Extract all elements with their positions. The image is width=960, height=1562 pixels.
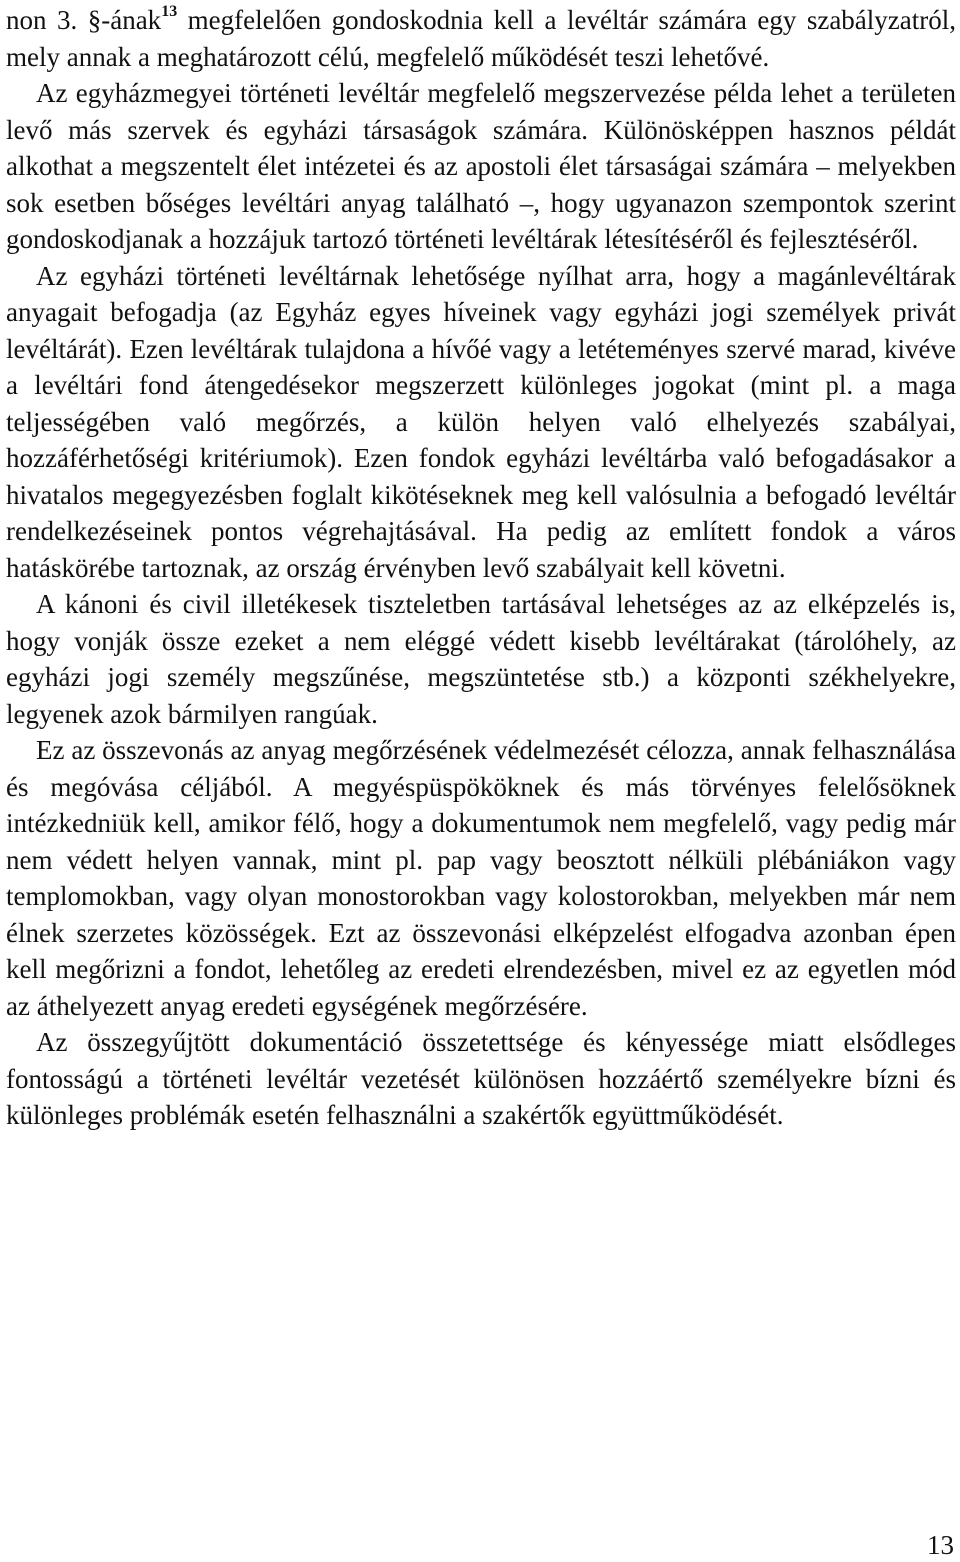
paragraph-diocesan-archive: Az egyházmegyei történeti levéltár megfelelő megszervezése példa lehet a területen levő más szervek és egyházi társaságok számára. Különösképpen hasznos példát alkothat a megszentelt élet intézetei és az apostoli élet társaságai számára – melyekben sok esetben bőséges levéltári anyag található –, hogy ugyanazon szempontok szerint gondoskodjanak a hozzájuk tartozó történeti levéltárak létesítéséről és fejlesztéséről. [6, 78, 956, 254]
paragraph-preservation: Ez az összevonás az anyag megőrzésének védelmezését célozza, annak felhasználása és megóvása céljából. A megyéspüspököknek és más törvényes felelősöknek intézkedniük kell, amikor félő, hogy a dokumentumok nem megfelelő, vagy pedig már nem védett helyen vannak, mint pl. pap vagy beosztott nélküli plébániákon vagy templomokban, vagy olyan monostorokban vagy kolostorokban, melyekben már nem élnek szerzetes közösségek. Ezt az összevonási elképzelést elfogadva azonban épen kell megőrizni a fondot, lehetőleg az eredeti elrendezésben, mivel ez az egyetlen mód az áthelyezett anyag eredeti egységének megőrzésére. [6, 735, 956, 1021]
footnote-reference: 13 [161, 3, 178, 20]
paragraph-private-archives: Az egyházi történeti levéltárnak lehetősége nyílhat arra, hogy a magánlevéltárak anyagait befogadja (az Egyház egyes híveinek vagy egyházi jogi személyek privát levéltárát). Ezen levéltárak tulajdona a hívőé vagy a letéteményes szervé marad, kivéve a levéltári fond átengedésekor megszerzett különleges jogokat (mint pl. a maga teljességében való megőrzés, a külön helyen való elhelyezés szabályai, hozzáférhetőségi kritériumok). Ezen fondok egyházi levéltárba való befogadásakor a hivatalos megegyezésben foglalt kikötéseknek meg kell valósulnia a befogadó levéltár rendelkezéseinek pontos végrehajtásával. Ha pedig az említett fondok a város hatáskörébe tartoznak, az ország érvényben levő szabályait kell követni. [6, 260, 956, 583]
paragraph-expertise: Az összegyűjtött dokumentáció összetettsége és kényessége miatt elsődleges fontosságú a történeti levéltár vezetését különösen hozzáértő személyekre bízni és különleges problémák esetén felhasználni a szakértők együttműködését. [6, 1027, 956, 1130]
paragraph-consolidation: A kánoni és civil illetékesek tiszteletben tartásával lehetséges az az elképzelés is, hogy vonják össze ezeket a nem eléggé védett kisebb levéltárakat (tárolóhely, az egyházi jogi személy megszűnése, megszüntetése stb.) a központi székhelyekre, legyenek azok bármilyen rangúak. [6, 589, 956, 729]
paragraph-continued [6, 2, 956, 75]
paragraph-lead: non 3. §-ának [6, 5, 162, 35]
paragraph-text: megfelelően gondoskodnia kell a levéltár számára egy szabályzatról, mely annak a meghatározott célú, megfelelő működését teszi lehetővé. [6, 5, 956, 72]
body-text [6, 2, 956, 1134]
page-number: 13 [927, 1530, 954, 1560]
